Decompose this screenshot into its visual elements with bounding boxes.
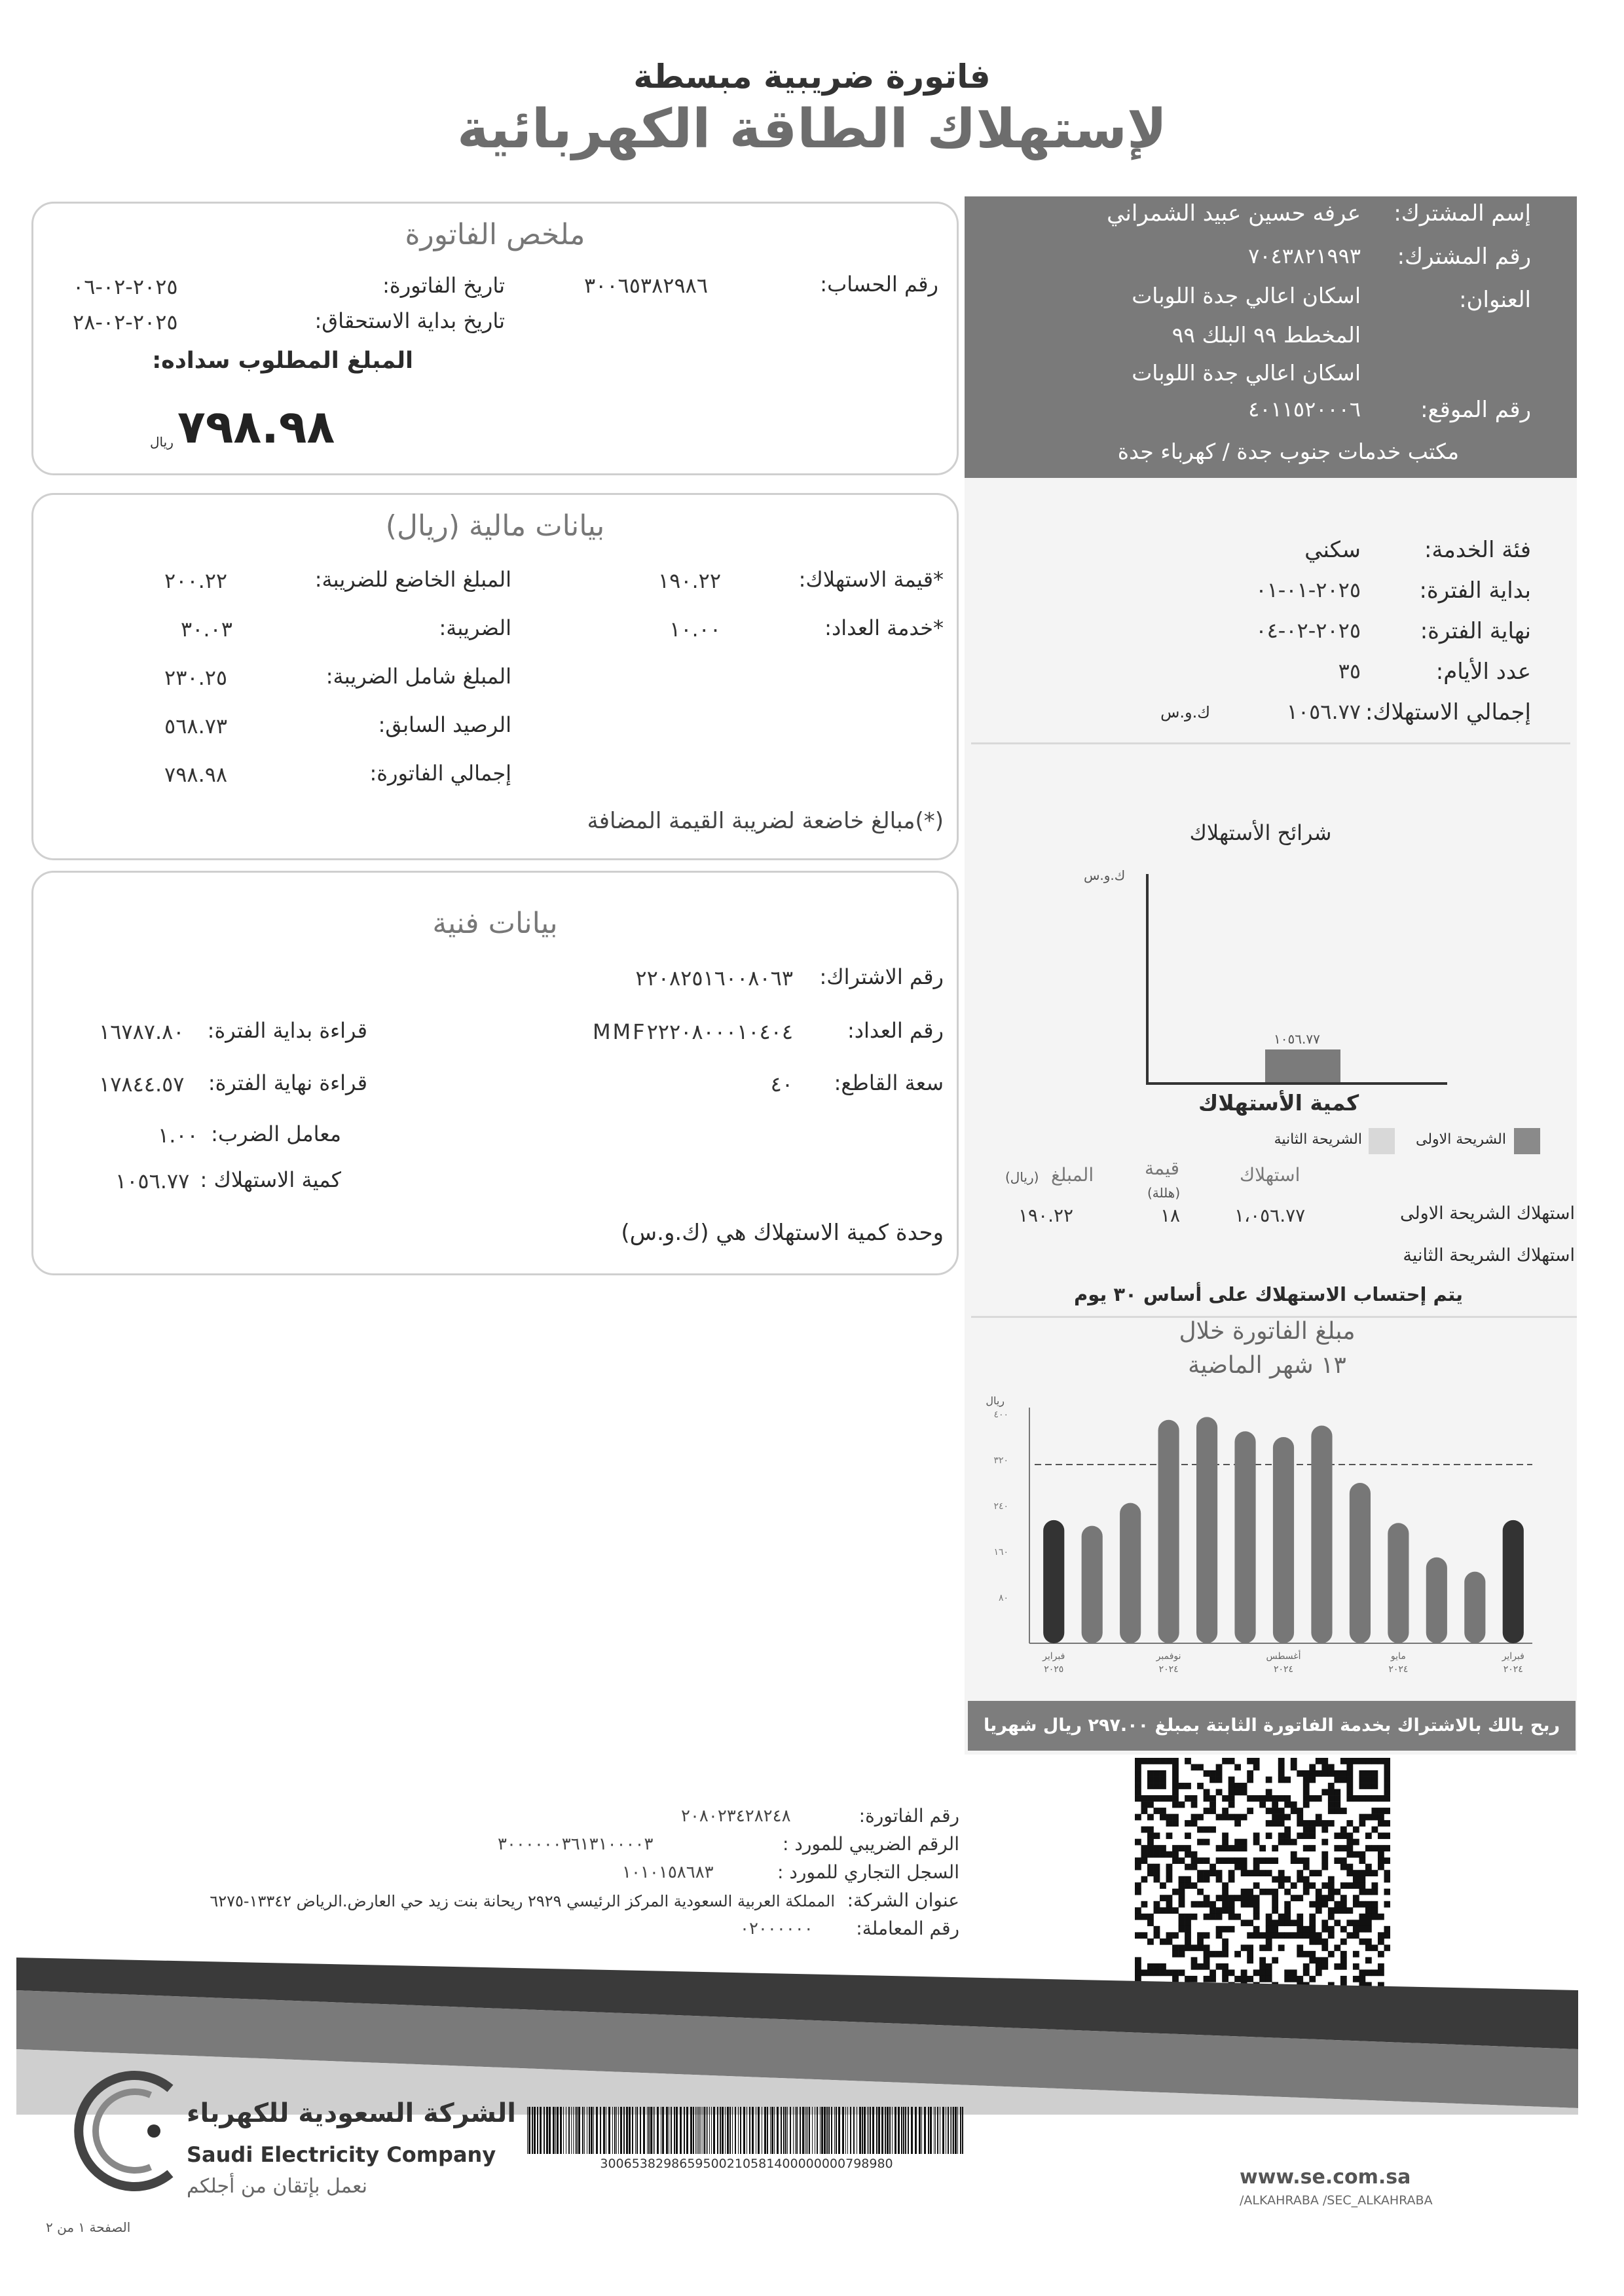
start-reading-label: قراءة بداية الفترة: bbox=[207, 1018, 367, 1043]
company-address: المملكة العربية السعودية المركز الرئيسي ٢٩٢٩ ريحانة بنت زيد حي العارض.الرياض ١٣٣٤٢-٦٢٧٥ bbox=[210, 1892, 835, 1910]
address-line-3: اسكان اعالي جدة اللوبات bbox=[1132, 360, 1361, 386]
service-office: مكتب خدمات جنوب جدة / كهرباء جدة bbox=[1117, 439, 1459, 464]
multiplier: ١.٠٠ bbox=[158, 1123, 198, 1148]
legend-first: الشريحة الاولى bbox=[1415, 1131, 1506, 1148]
total-with-tax: ٢٣٠.٢٥ bbox=[164, 665, 228, 690]
customer-name: عرفه حسين عبيد الشمراني bbox=[1107, 200, 1361, 227]
period-end-label: نهاية الفترة: bbox=[1420, 618, 1531, 644]
bill-chart-x-tick-year: ٢٠٢٤ bbox=[1503, 1664, 1523, 1675]
customer-name-label: إسم المشترك: bbox=[1393, 200, 1531, 227]
invoice-type-title: فاتورة ضريبية مبسطة bbox=[633, 58, 991, 96]
bill-history-chart bbox=[982, 1388, 1572, 1689]
multiplier-label: معامل الضرب: bbox=[211, 1121, 341, 1146]
bill-chart-x-tick-year: ٢٠٢٥ bbox=[1044, 1664, 1064, 1675]
bill-chart-x-tick-year: ٢٠٢٤ bbox=[1388, 1664, 1409, 1675]
invoice-date-label: تاريخ الفاتورة: bbox=[382, 273, 505, 298]
consumption-quantity: ١٠٥٦.٧٧ bbox=[115, 1169, 190, 1194]
tier-1-bar bbox=[1265, 1049, 1340, 1082]
financial-data-box bbox=[31, 493, 959, 860]
commercial-register-label: السجل التجاري للمورد : bbox=[777, 1861, 959, 1883]
bill-chart-x-tick-month: نوفمبر bbox=[1156, 1651, 1181, 1662]
transaction-number: ٠٢٠٠٠٠٠٠ bbox=[740, 1919, 813, 1939]
tiers-title: شرائح الأستهلاك bbox=[1189, 820, 1332, 845]
address-label: العنوان: bbox=[1459, 287, 1531, 313]
bill-chart-y-tick: ٣٢٠ bbox=[993, 1455, 1008, 1466]
subscription-number: ٢٢٠٨٢٥١٦٠٠٨٠٦٣ bbox=[635, 966, 793, 991]
calc-note: يتم إحتساب الاستهلاك على أساس ٣٠ يوم bbox=[1074, 1283, 1463, 1305]
total-with-tax-label: المبلغ شامل الضريبة: bbox=[325, 664, 511, 689]
breaker-capacity: ٤٠ bbox=[770, 1072, 793, 1097]
period-end: ٢٠٢٥-٠٢-٠٤ bbox=[1255, 618, 1361, 643]
taxable-amount-label: المبلغ الخاضع للضريبة: bbox=[314, 567, 511, 592]
bill-bar bbox=[1082, 1526, 1103, 1643]
invoice-main-title: لإستهلاك الطاقة الكهربائية bbox=[456, 98, 1168, 160]
bill-chart-x-tick-month: أغسطس bbox=[1266, 1651, 1301, 1662]
invoice-date: ٢٠٢٥-٠٢-٠٦ bbox=[73, 274, 178, 299]
panel-divider bbox=[971, 742, 1570, 744]
service-category: سكني bbox=[1304, 537, 1361, 563]
bill-chart-x-tick-year: ٢٠٢٤ bbox=[1273, 1664, 1294, 1675]
bill-chart-y-tick: ٨٠ bbox=[998, 1593, 1008, 1603]
customer-number: ٧٠٤٣٨٢١٩٩٣ bbox=[1248, 244, 1361, 268]
invoice-summary-box bbox=[31, 202, 959, 475]
tiers-x-axis bbox=[1146, 1082, 1447, 1085]
bill-bar bbox=[1426, 1558, 1447, 1643]
customer-number-label: رقم المشترك: bbox=[1397, 244, 1531, 270]
bill-bar bbox=[1158, 1420, 1179, 1643]
page-number: الصفحة ١ من ٢ bbox=[46, 2219, 131, 2235]
bill-chart-x-tick-month: فبراير bbox=[1043, 1651, 1065, 1662]
col-amount-sub: (ريال) bbox=[1005, 1169, 1039, 1185]
end-reading-label: قراءة نهاية الفترة: bbox=[208, 1070, 367, 1095]
tier-1-value: ١٨ bbox=[1160, 1205, 1181, 1226]
tier-2-row-label: استهلاك الشريحة الثانية bbox=[1403, 1245, 1575, 1266]
transaction-number-label: رقم المعاملة: bbox=[856, 1918, 959, 1939]
bill-bar bbox=[1311, 1426, 1332, 1644]
bill-bar bbox=[1503, 1520, 1524, 1643]
col-value: قيمة bbox=[1145, 1157, 1180, 1179]
bill-chart-y-tick: ٤٠٠ bbox=[993, 1410, 1008, 1420]
website-link[interactable]: www.se.com.sa bbox=[1240, 2166, 1411, 2189]
amount-due: ٧٩٨.٩٨ bbox=[177, 400, 335, 454]
bill-bar bbox=[1388, 1523, 1409, 1643]
previous-balance: ٥٦٨.٧٣ bbox=[164, 714, 228, 738]
total-consumption-label: إجمالي الاستهلاك: bbox=[1365, 699, 1531, 725]
legend-second: الشريحة الثانية bbox=[1274, 1131, 1362, 1148]
meter-number: MMF٢٢٢٠٨٠٠٠١٠٤٠٤ bbox=[592, 1019, 793, 1044]
account-label: رقم الحساب: bbox=[820, 272, 938, 297]
address-line-2: المخطط ٩٩ البلك ٩٩ bbox=[1172, 322, 1361, 348]
period-start-label: بداية الفترة: bbox=[1419, 577, 1531, 604]
fixed-bill-promo-banner[interactable]: ربح بالك بالاشتراك بخدمة الفاتورة الثابتة بمبلغ ٢٩٧.٠٠ ريال شهريا bbox=[968, 1701, 1576, 1751]
taxable-amount: ٢٠٠.٢٢ bbox=[164, 568, 228, 593]
start-reading: ١٦٧٨٧.٨٠ bbox=[99, 1019, 185, 1044]
bill-chart-title-1: مبلغ الفاتورة خلال bbox=[1179, 1318, 1356, 1345]
invoice-total: ٧٩٨.٩٨ bbox=[164, 762, 228, 787]
bill-bar bbox=[1234, 1431, 1255, 1643]
technical-data-box bbox=[31, 871, 959, 1275]
company-address-label: عنوان الشركة: bbox=[847, 1889, 959, 1911]
commercial-register: ١٠١٠١٥٨٦٨٣ bbox=[622, 1863, 714, 1882]
meter-label: رقم العداد: bbox=[847, 1018, 944, 1043]
bill-chart-x-tick-month: فبراير bbox=[1502, 1651, 1524, 1662]
brand-slogan: نعمل بإتقان من أجلكم bbox=[187, 2175, 367, 2198]
bill-chart-y-unit: ريال bbox=[986, 1394, 1005, 1407]
bill-bar bbox=[1043, 1520, 1064, 1643]
tax-label: الضريبة: bbox=[439, 615, 511, 640]
total-consumption: ١٠٥٦.٧٧ bbox=[1286, 699, 1361, 724]
service-category-label: فئة الخدمة: bbox=[1424, 537, 1531, 563]
amount-due-label: المبلغ المطلوب سداده: bbox=[152, 348, 413, 374]
bill-chart-y-tick: ١٦٠ bbox=[993, 1547, 1008, 1558]
breaker-label: سعة القاطع: bbox=[834, 1070, 944, 1095]
tiers-y-unit: ك.و.س bbox=[1084, 867, 1126, 883]
bill-bar bbox=[1120, 1503, 1141, 1643]
period-start: ٢٠٢٥-٠١-٠١ bbox=[1255, 577, 1361, 602]
quantity-label: كمية الاستهلاك : bbox=[200, 1167, 341, 1192]
bill-bar bbox=[1196, 1417, 1217, 1643]
bill-chart-y-tick: ٢٤٠ bbox=[993, 1501, 1008, 1512]
meter-service-value: ١٠.٠٠ bbox=[669, 617, 721, 642]
brand-name-ar: الشركة السعودية للكهرباء bbox=[187, 2098, 516, 2128]
barcode-number: 3006538298659500210581400000000798980 bbox=[600, 2157, 893, 2171]
tax-number-label: الرقم الضريبي للمورد : bbox=[783, 1833, 959, 1855]
summary-title: ملخص الفاتورة bbox=[405, 218, 585, 251]
bill-bar bbox=[1273, 1437, 1294, 1643]
bill-bar bbox=[1464, 1572, 1485, 1643]
col-value-sub: (هللة) bbox=[1147, 1185, 1181, 1201]
bill-chart-title-2: ١٣ شهر الماضية bbox=[1188, 1352, 1346, 1379]
legend-first-swatch bbox=[1514, 1128, 1540, 1154]
end-reading: ١٧٨٤٤.٥٧ bbox=[99, 1072, 185, 1097]
customer-panel bbox=[965, 196, 1577, 478]
subscription-label: رقم الاشتراك: bbox=[819, 964, 944, 989]
invoice-number-label: رقم الفاتورة: bbox=[858, 1805, 959, 1827]
bill-chart-x-tick-month: مايو bbox=[1390, 1651, 1406, 1662]
invoice-number: ٢٠٨٠٢٣٤٢٨٢٤٨ bbox=[681, 1806, 791, 1826]
days-label: عدد الأيام: bbox=[1435, 659, 1531, 685]
previous-balance-label: الرصيد السابق: bbox=[378, 712, 511, 737]
col-consumption: استهلاك bbox=[1240, 1164, 1301, 1186]
tax-amount: ٣٠.٠٣ bbox=[181, 617, 232, 642]
vat-note: (*)مبالغ خاضعة لضريبة القيمة المضافة bbox=[587, 808, 944, 834]
due-start-label: تاريخ بداية الاستحقاق: bbox=[314, 308, 505, 333]
currency-label: ريال bbox=[150, 434, 174, 450]
tier-bar-label: ١٠٥٦.٧٧ bbox=[1274, 1031, 1320, 1047]
tier-1-row-label: استهلاك الشريحة الاولى bbox=[1399, 1203, 1575, 1224]
legend-second-swatch bbox=[1369, 1128, 1395, 1154]
address-line-1: اسكان اعالي جدة اللوبات bbox=[1132, 283, 1361, 308]
barcode bbox=[527, 2107, 966, 2154]
due-start-date: ٢٠٢٥-٠٢-٢٨ bbox=[73, 310, 178, 335]
tiers-y-axis bbox=[1146, 874, 1149, 1084]
tax-number: ٣٠٠٠٠٠٠٣٦١٣١٠٠٠٠٣ bbox=[498, 1834, 654, 1854]
consumption-value: ١٩٠.٢٢ bbox=[657, 568, 721, 593]
days-count: ٣٥ bbox=[1338, 659, 1361, 683]
bill-chart-x-tick-year: ٢٠٢٤ bbox=[1158, 1664, 1179, 1675]
financial-title: بيانات مالية (ريال) bbox=[385, 509, 605, 543]
tier-1-amount: ١٩٠.٢٢ bbox=[1018, 1205, 1074, 1226]
meter-service-label: *خدمة العداد: bbox=[824, 615, 944, 640]
consumption-value-label: *قيمة الاستهلاك: bbox=[798, 567, 944, 592]
account-number: ٣٠٠٦٥٣٨٢٩٨٦ bbox=[583, 273, 708, 298]
sec-logo-icon bbox=[72, 2069, 190, 2193]
bill-bar bbox=[1350, 1483, 1371, 1643]
tiers-x-label: كمية الأستهلاك bbox=[1198, 1090, 1359, 1116]
invoice-total-label: إجمالي الفاتورة: bbox=[369, 761, 511, 786]
social-handles[interactable]: /ALKAHRABA /SEC_ALKAHRABA bbox=[1240, 2193, 1433, 2208]
brand-name-en: Saudi Electricity Company bbox=[187, 2142, 496, 2167]
consumption-unit: ك.و.س bbox=[1160, 703, 1210, 721]
site-number-label: رقم الموقع: bbox=[1420, 397, 1531, 423]
technical-title: بيانات فنية bbox=[432, 907, 558, 940]
unit-note: وحدة كمية الاستهلاك هي (ك.و.س) bbox=[621, 1220, 944, 1246]
site-number: ٤٠١١٥٢٠٠٠٦ bbox=[1248, 397, 1361, 422]
tier-1-consumption: ١،٠٥٦.٧٧ bbox=[1234, 1205, 1306, 1226]
col-amount: المبلغ bbox=[1051, 1164, 1094, 1186]
